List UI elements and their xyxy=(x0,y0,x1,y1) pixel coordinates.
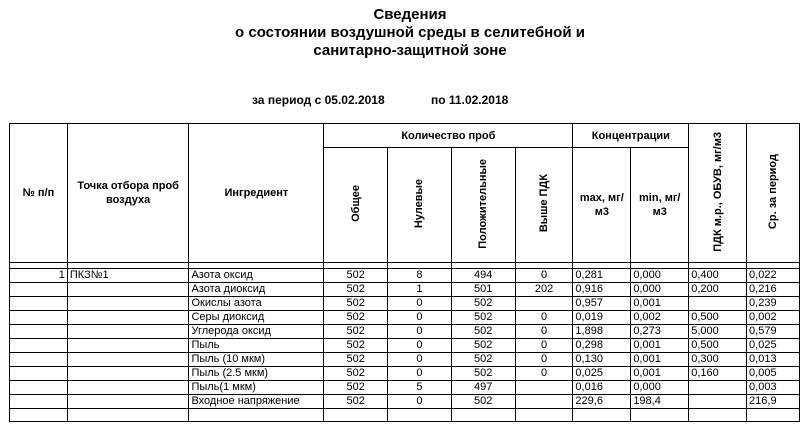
cell-max: 0,298 xyxy=(573,339,631,353)
cell-avg: 0,013 xyxy=(747,353,800,367)
cell-ingredient: Окислы азота xyxy=(189,297,324,311)
cell-point xyxy=(67,339,189,353)
header-zero: Нулевые xyxy=(413,178,426,229)
cell-pdk: 0,200 xyxy=(689,283,747,297)
cell-total: 502 xyxy=(324,269,388,283)
table-row xyxy=(10,283,800,297)
cell-positive: 494 xyxy=(451,269,515,283)
cell-ingredient: Азота оксид xyxy=(189,269,324,283)
header-num: № п/п xyxy=(10,124,68,263)
title-line-2: о состоянии воздушной среды в селитебной и xyxy=(235,24,585,41)
table-row xyxy=(10,367,800,381)
cell-avg: 0,002 xyxy=(747,311,800,325)
cell-avg: 0,005 xyxy=(747,367,800,381)
cell-min: 0,001 xyxy=(631,367,689,381)
cell-pdk xyxy=(689,381,747,395)
cell-positive: 502 xyxy=(451,395,515,409)
cell-above: 0 xyxy=(515,325,573,339)
cell-min: 0,000 xyxy=(631,283,689,297)
cell-zero: 1 xyxy=(388,283,452,297)
cell-pdk: 0,500 xyxy=(689,339,747,353)
header-above-cell xyxy=(515,148,573,263)
cell-ingredient: Углерода оксид xyxy=(189,325,324,339)
cell-max: 0,916 xyxy=(573,283,631,297)
cell-num xyxy=(10,367,68,381)
cell-total: 502 xyxy=(324,325,388,339)
cell-num xyxy=(10,311,68,325)
cell-max: 0,025 xyxy=(573,367,631,381)
cell-avg: 0,003 xyxy=(747,381,800,395)
cell-pdk: 0,500 xyxy=(689,311,747,325)
cell-max: 0,957 xyxy=(573,297,631,311)
cell-zero: 5 xyxy=(388,381,452,395)
title-line-1: Сведения xyxy=(373,6,447,23)
cell-total: 502 xyxy=(324,353,388,367)
header-total-cell xyxy=(324,148,388,263)
cell-positive: 501 xyxy=(451,283,515,297)
cell-ingredient: Входное напряжение xyxy=(189,395,324,409)
cell-num xyxy=(10,381,68,395)
cell-num xyxy=(10,297,68,311)
cell-avg: 0,022 xyxy=(747,269,800,283)
period-to-date: 11.02.2018 xyxy=(448,93,509,107)
cell-point xyxy=(67,283,189,297)
cell-point xyxy=(67,325,189,339)
table-row xyxy=(10,325,800,339)
header-zero-cell xyxy=(388,148,452,263)
cell-min: 0,001 xyxy=(631,339,689,353)
cell-num: 1 xyxy=(10,269,68,283)
cell-zero: 0 xyxy=(388,367,452,381)
cell-ingredient: Азота диоксид xyxy=(189,283,324,297)
cell-above: 0 xyxy=(515,269,573,283)
cell-max: 0,281 xyxy=(573,269,631,283)
air-quality-table xyxy=(9,123,800,422)
cell-above: 202 xyxy=(515,283,573,297)
cell-min: 0,000 xyxy=(631,269,689,283)
cell-above: 0 xyxy=(515,353,573,367)
cell-total: 502 xyxy=(324,381,388,395)
cell-total: 502 xyxy=(324,367,388,381)
cell-zero: 0 xyxy=(388,339,452,353)
cell-zero: 0 xyxy=(388,297,452,311)
header-pdk: ПДК м.р., ОБУВ, мг/м3 xyxy=(711,131,724,252)
cell-zero: 0 xyxy=(388,353,452,367)
title-line-3: санитарно-защитной зоне xyxy=(313,42,507,59)
header-point: Точка отбора проб воздуха xyxy=(67,124,189,263)
cell-min: 0,001 xyxy=(631,353,689,367)
table-row xyxy=(10,269,800,283)
cell-total: 502 xyxy=(324,339,388,353)
cell-min: 0,273 xyxy=(631,325,689,339)
table-row xyxy=(10,297,800,311)
cell-avg: 0,025 xyxy=(747,339,800,353)
report-title xyxy=(0,6,800,60)
table-body xyxy=(10,269,800,409)
cell-positive: 502 xyxy=(451,339,515,353)
table-row xyxy=(10,311,800,325)
cell-point: ПКЗ№1 xyxy=(67,269,189,283)
cell-point xyxy=(67,311,189,325)
cell-pdk: 0,300 xyxy=(689,353,747,367)
header-total: Общее xyxy=(349,185,362,222)
cell-total: 502 xyxy=(324,311,388,325)
cell-max: 0,019 xyxy=(573,311,631,325)
cell-ingredient: Пыль xyxy=(189,339,324,353)
cell-positive: 502 xyxy=(451,325,515,339)
header-ingredient: Ингредиент xyxy=(189,124,324,263)
cell-avg: 0,239 xyxy=(747,297,800,311)
table-row xyxy=(10,381,800,395)
header-avg-cell xyxy=(747,124,800,263)
period-from xyxy=(252,93,385,107)
cell-pdk xyxy=(689,297,747,311)
cell-above: 0 xyxy=(515,339,573,353)
cell-above xyxy=(515,381,573,395)
cell-pdk xyxy=(689,395,747,409)
cell-above: 0 xyxy=(515,311,573,325)
header-above: Выше ПДК xyxy=(538,174,551,233)
cell-positive: 502 xyxy=(451,367,515,381)
cell-pdk: 0,400 xyxy=(689,269,747,283)
cell-above xyxy=(515,395,573,409)
cell-point xyxy=(67,297,189,311)
header-positive: Положительные xyxy=(477,158,490,249)
table-row xyxy=(10,395,800,409)
header-avg: Ср. за период xyxy=(767,153,780,230)
cell-avg: 0,579 xyxy=(747,325,800,339)
cell-point xyxy=(67,381,189,395)
cell-min: 0,000 xyxy=(631,381,689,395)
header-positive-cell xyxy=(451,148,515,263)
period-to xyxy=(431,93,508,107)
cell-ingredient: Пыль(1 мкм) xyxy=(189,381,324,395)
cell-zero: 0 xyxy=(388,325,452,339)
cell-num xyxy=(10,325,68,339)
header-min: min, мг/м3 xyxy=(631,148,689,263)
header-max: max, мг/м3 xyxy=(573,148,631,263)
cell-point xyxy=(67,353,189,367)
cell-ingredient: Пыль (10 мкм) xyxy=(189,353,324,367)
header-pdk-cell xyxy=(689,124,747,263)
cell-avg: 0,216 xyxy=(747,283,800,297)
tail-row xyxy=(10,409,800,422)
header-samples-group: Количество проб xyxy=(324,124,573,148)
cell-zero: 0 xyxy=(388,395,452,409)
cell-positive: 497 xyxy=(451,381,515,395)
cell-ingredient: Пыль (2.5 мкм) xyxy=(189,367,324,381)
cell-ingredient: Серы диоксид xyxy=(189,311,324,325)
cell-positive: 502 xyxy=(451,297,515,311)
cell-total: 502 xyxy=(324,283,388,297)
cell-point xyxy=(67,367,189,381)
cell-positive: 502 xyxy=(451,311,515,325)
cell-above: 0 xyxy=(515,367,573,381)
table-row xyxy=(10,339,800,353)
cell-num xyxy=(10,353,68,367)
cell-num xyxy=(10,283,68,297)
cell-max: 0,016 xyxy=(573,381,631,395)
cell-min: 198,4 xyxy=(631,395,689,409)
cell-zero: 8 xyxy=(388,269,452,283)
cell-max: 1,898 xyxy=(573,325,631,339)
header-conc-group: Концентрации xyxy=(573,124,689,148)
period-from-date: 05.02.2018 xyxy=(324,93,385,107)
cell-positive: 502 xyxy=(451,353,515,367)
period-to-label: по xyxy=(431,93,446,107)
cell-min: 0,001 xyxy=(631,297,689,311)
cell-pdk: 0,160 xyxy=(689,367,747,381)
cell-zero: 0 xyxy=(388,311,452,325)
cell-num xyxy=(10,395,68,409)
cell-total: 502 xyxy=(324,297,388,311)
period-from-label: за период с xyxy=(252,93,322,107)
cell-point xyxy=(67,395,189,409)
cell-max: 229,6 xyxy=(573,395,631,409)
cell-num xyxy=(10,339,68,353)
cell-max: 0,130 xyxy=(573,353,631,367)
cell-above xyxy=(515,297,573,311)
table-row xyxy=(10,353,800,367)
cell-min: 0,002 xyxy=(631,311,689,325)
cell-pdk: 5,000 xyxy=(689,325,747,339)
cell-avg: 216,9 xyxy=(747,395,800,409)
cell-total: 502 xyxy=(324,395,388,409)
